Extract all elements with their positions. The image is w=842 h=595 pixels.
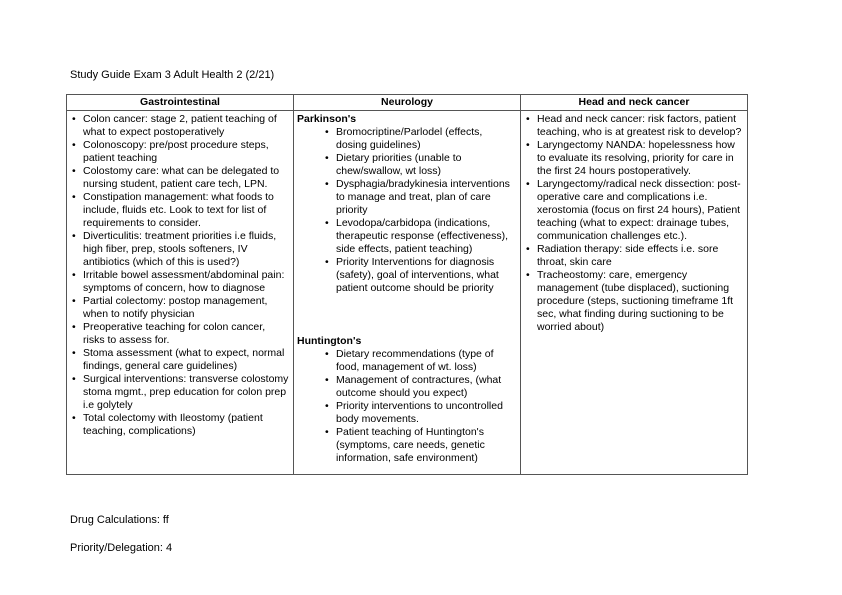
bullet-item [70,347,289,373]
study-table [66,94,748,475]
bullet-item [70,191,289,230]
bullet-icon: • [325,256,329,268]
bullet-item [524,243,743,269]
bullet-item [524,139,743,178]
column-header-head-and-neck-cancer: Head and neck cancer [521,95,748,111]
bullet-text: Levodopa/carbidopa (indications, therapeutic response (effectiveness), side effects, patient teaching) [336,217,508,255]
bullet-icon: • [325,400,329,412]
bullet-text: Bromocriptine/Parlodel (effects, dosing guidelines) [336,126,483,151]
bullet-item [323,217,516,256]
bullet-icon: • [72,373,76,385]
bullet-text: Radiation therapy: side effects i.e. sore throat, skin care [537,243,719,268]
page-title: Study Guide Exam 3 Adult Health 2 (2/21) [70,69,275,81]
bullet-icon: • [72,230,76,242]
bullet-item [323,256,516,295]
bullet-text: Head and neck cancer: risk factors, patient teaching, who is at greatest risk to develop? [537,113,742,138]
bullet-text: Patient teaching of Huntington's (symptoms, care needs, genetic information, safe environment) [336,426,485,464]
bullet-text: Total colectomy with Ileostomy (patient teaching, complications) [83,412,263,437]
bullet-item [323,178,516,217]
bullet-item [323,348,516,374]
section [524,113,743,334]
bullet-text: Laryngectomy/radical neck dissection: post- operative care and complications i.e. xerostomia (focus on first 24 hours), Patient teaching (what to expect: drainage tubes, communication challenges etc.). [537,178,741,242]
bullet-icon: • [325,426,329,438]
section-huntington-s [297,335,516,465]
bullet-icon: • [72,113,76,125]
section [70,113,289,438]
footer-notes [70,514,172,570]
bullet-item [70,269,289,295]
column-header-neurology: Neurology [294,95,521,111]
footer-line: Priority/Delegation: 4 [70,542,173,554]
bullet-text: Colon cancer: stage 2, patient teaching of what to expect postoperatively [83,113,277,138]
bullet-text: Dysphagia/bradykinesia interventions to manage and treat, plan of care priority [336,178,510,216]
table-body-row [67,111,748,475]
bullet-icon: • [72,347,76,359]
bullet-item [70,139,289,165]
bullet-text: Constipation management: what foods to include, fluids etc. Look to text for list of requirements to consider. [83,191,274,229]
bullet-text: Surgical interventions: transverse colostomy stoma mgmt., prep education for colon prep i.e golytely [83,373,289,411]
bullet-text: Dietary priorities (unable to chew/swallow, wt loss) [336,152,462,177]
bullet-text: Laryngectomy NANDA: hopelessness how to evaluate its resolving, priority for care in the first 24 hours postoperatively. [537,139,735,177]
bullet-item [70,412,289,438]
bullet-text: Tracheostomy: care, emergency management (tube displaced), suctioning procedure (steps, suctioning timeframe 1ft sec, what finding during suctioning to be worried about) [537,269,734,333]
section-heading: Parkinson's [297,113,357,125]
bullet-icon: • [526,113,530,125]
bullet-text: Preoperative teaching for colon cancer, risks to assess for. [83,321,266,346]
bullet-icon: • [325,152,329,164]
bullet-item [323,126,516,152]
bullet-item [70,165,289,191]
table-header-row [67,95,748,111]
bullet-text: Irritable bowel assessment/abdominal pain: symptoms of concern, how to diagnose [83,269,285,294]
bullet-item [323,152,516,178]
bullet-item [323,426,516,465]
bullet-text: Partial colectomy: postop management, when to notify physician [83,295,268,320]
bullet-icon: • [325,178,329,190]
table-column-neurology [294,111,521,475]
bullet-item [70,295,289,321]
bullet-text: Priority Interventions for diagnosis (safety), goal of interventions, what patient outcome should be priority [336,256,499,294]
bullet-text: Stoma assessment (what to expect, normal findings, general care guidelines) [83,347,285,372]
bullet-icon: • [72,191,76,203]
table-column-head-and-neck-cancer [521,111,748,475]
bullet-icon: • [72,139,76,151]
bullet-icon: • [526,178,530,190]
bullet-icon: • [325,348,329,360]
bullet-text: Colostomy care: what can be delegated to nursing student, patient care tech, LPN. [83,165,280,190]
bullet-item [524,113,743,139]
bullet-text: Colonoscopy: pre/post procedure steps, patient teaching [83,139,269,164]
bullet-text: Diverticulitis: treatment priorities i.e fluids, high fiber, prep, stools softeners, IV antibiotics (which of this is used?) [83,230,277,268]
bullet-icon: • [72,321,76,333]
bullet-icon: • [526,243,530,255]
bullet-text: Management of contractures, (what outcome should you expect) [336,374,502,399]
section-parkinson-s [297,113,516,295]
bullet-icon: • [72,269,76,281]
bullet-item [524,269,743,334]
bullet-icon: • [526,269,530,281]
bullet-icon: • [325,217,329,229]
bullet-text: Priority interventions to uncontrolled body movements. [336,400,503,425]
bullet-item [70,113,289,139]
bullet-icon: • [325,126,329,138]
section-heading: Huntington's [297,335,362,347]
bullet-icon: • [72,412,76,424]
bullet-item [70,321,289,347]
table-column-gastrointestinal [67,111,294,475]
bullet-icon: • [72,165,76,177]
bullet-item [70,373,289,412]
bullet-item [524,178,743,243]
bullet-icon: • [325,374,329,386]
bullet-icon: • [72,295,76,307]
column-header-gastrointestinal: Gastrointestinal [67,95,294,111]
footer-line: Drug Calculations: ff [70,514,169,526]
bullet-item [323,374,516,400]
bullet-item [323,400,516,426]
bullet-item [70,230,289,269]
bullet-text: Dietary recommendations (type of food, management of wt. loss) [336,348,494,373]
bullet-icon: • [526,139,530,151]
